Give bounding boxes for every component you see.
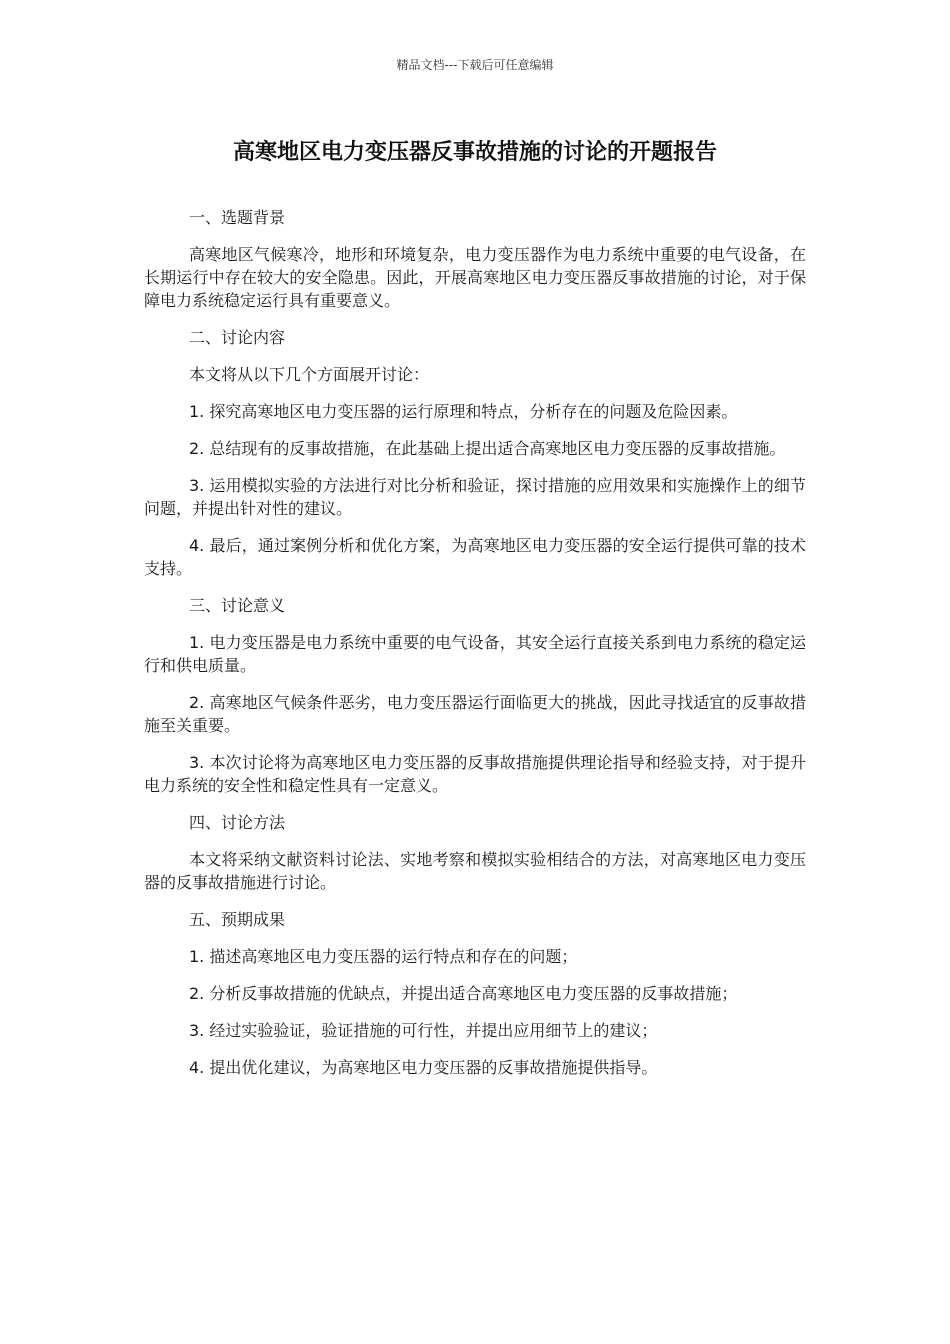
significance-item-1: 1. 电力变压器是电力系统中重要的电气设备，其安全运行直接关系到电力系统的稳定运行和供电质量。 [144, 633, 806, 675]
document-body [144, 206, 806, 1093]
section-heading-significance: 三、讨论意义 [189, 596, 286, 615]
paragraph-method: 本文将采纳文献资料讨论法、实地考察和模拟实验相结合的方法，对高寒地区电力变压器的反事故措施进行讨论。 [144, 850, 806, 892]
paragraph-content-intro: 本文将从以下几个方面展开讨论： [189, 365, 430, 384]
header-note: 精品文档---下载后可任意编辑 [396, 58, 554, 72]
content-item-1: 1. 探究高寒地区电力变压器的运行原理和特点，分析存在的问题及危险因素。 [189, 402, 738, 421]
content-item-4: 4. 最后，通过案例分析和优化方案，为高寒地区电力变压器的安全运行提供可靠的技术支持。 [144, 536, 806, 578]
outcome-item-1: 1. 描述高寒地区电力变压器的运行特点和存在的问题； [189, 947, 578, 966]
section-heading-background: 一、选题背景 [189, 208, 286, 227]
paragraph-background: 高寒地区气候寒冷，地形和环境复杂，电力变压器作为电力系统中重要的电气设备，在长期运行中存在较大的安全隐患。因此，开展高寒地区电力变压器反事故措施的讨论，对于保障电力系统稳定运行具有重要意义。 [144, 245, 806, 310]
section-heading-outcomes: 五、预期成果 [189, 910, 286, 929]
significance-item-3: 3. 本次讨论将为高寒地区电力变压器的反事故措施提供理论指导和经验支持，对于提升电力系统的安全性和稳定性具有一定意义。 [144, 753, 806, 795]
section-heading-method: 四、讨论方法 [189, 813, 286, 832]
section-heading-content: 二、讨论内容 [189, 328, 286, 347]
content-item-3: 3. 运用模拟实验的方法进行对比分析和验证，探讨措施的应用效果和实施操作上的细节问题，并提出针对性的建议。 [144, 476, 806, 518]
significance-item-2: 2. 高寒地区气候条件恶劣，电力变压器运行面临更大的挑战，因此寻找适宜的反事故措施至关重要。 [144, 693, 806, 735]
document-title: 高寒地区电力变压器反事故措施的讨论的开题报告 [232, 140, 717, 165]
outcome-item-4: 4. 提出优化建议，为高寒地区电力变压器的反事故措施提供指导。 [189, 1058, 658, 1077]
outcome-item-2: 2. 分析反事故措施的优缺点，并提出适合高寒地区电力变压器的反事故措施； [189, 984, 738, 1003]
outcome-item-3: 3. 经过实验验证，验证措施的可行性，并提出应用细节上的建议； [189, 1021, 658, 1040]
content-item-2: 2. 总结现有的反事故措施，在此基础上提出适合高寒地区电力变压器的反事故措施。 [189, 439, 786, 458]
